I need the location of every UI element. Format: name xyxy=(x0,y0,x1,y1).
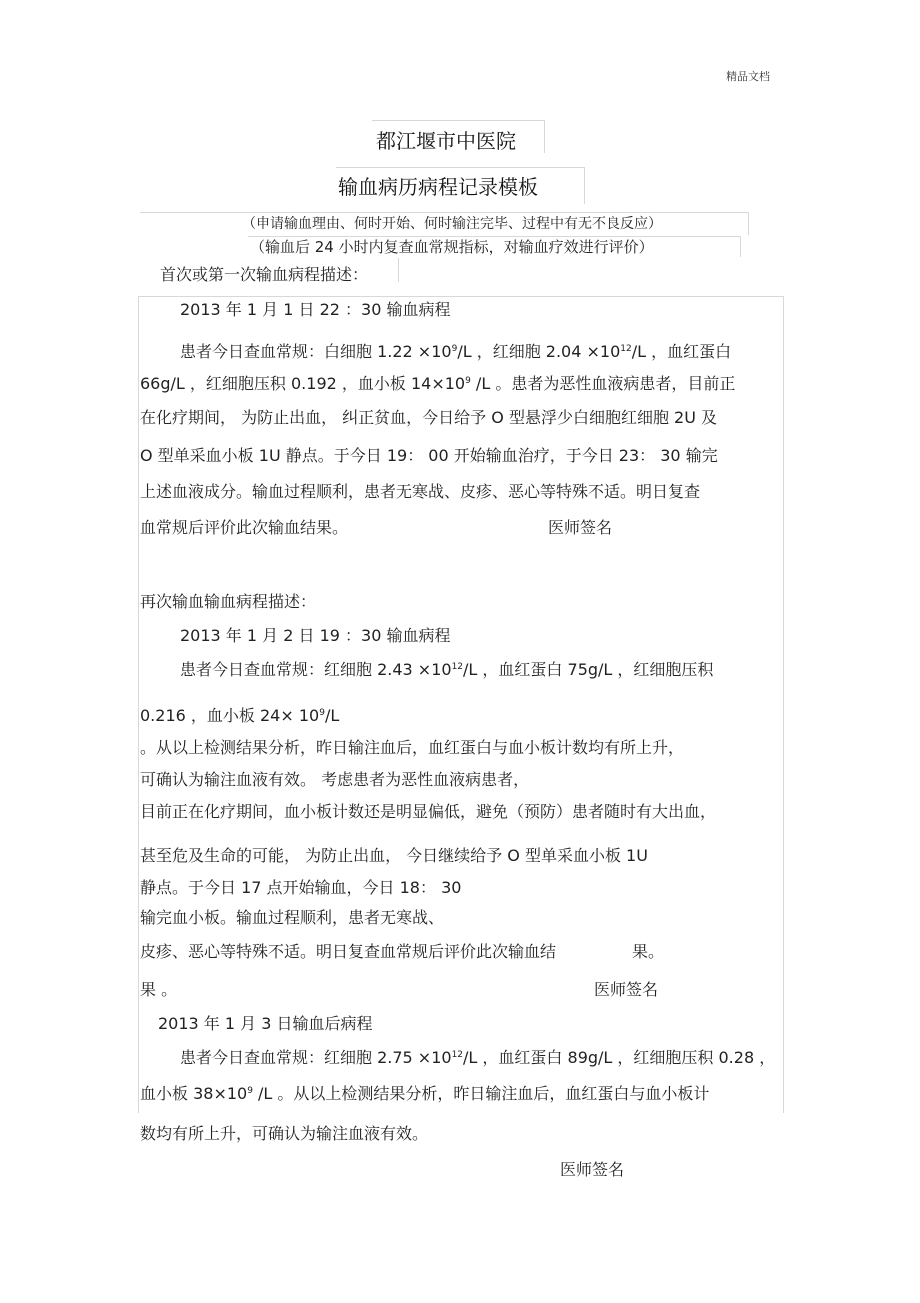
first-text-line: O 型单采血小板 1U 静点。于今日 19： 00 开始输血治疗，于今日 23： 30 输完 xyxy=(140,446,718,465)
second-text-line: 静点。于今日 17 点开始输血，今日 18： 30 xyxy=(140,878,462,897)
title-note-1: （申请输血理由、何时开始、何时输注完毕、过程中有无不良反应） xyxy=(242,216,662,232)
first-text-line: 66g/L ，红细胞压积 0.192 ，血小板 $14\times 10^9$ /L 。患者为恶性血液病患者，目前正 xyxy=(140,374,736,393)
second-text-line: 目前正在化疗期间，血小板计数还是明显偏低，避免（预防）患者随时有大出血， xyxy=(140,802,717,821)
second-text-line: 0.216 ，血小板 $24\times 10^9/L$ xyxy=(140,706,340,725)
second-text-line: 输完血小板。输血过程顺利，患者无寒战、 xyxy=(140,908,445,927)
document-title: 输血病历病程记录模板 xyxy=(338,175,538,199)
third-doctor-signature: 医师签名 xyxy=(560,1160,625,1179)
first-section-heading: 首次或第一次输血病程描述： xyxy=(160,265,369,284)
second-text-line: 甚至危及生命的可能， 为防止出血， 今日继续给予 O 型单采血小板 1U xyxy=(140,846,648,865)
second-section-heading: 再次输血输血病程描述： xyxy=(140,592,317,611)
second-text-line: 患者今日查血常规：红细胞 $2.43 \times 10^{12}/L$ ，血红蛋白 75g/L ，红细胞压积 xyxy=(180,660,714,679)
first-text-line: 患者今日查血常规：白细胞 $1.22 \times 10^9/L$ ，红细胞 $2.04 \times 10^{12}/L$ ，血红蛋白 xyxy=(180,342,732,361)
third-text-line: 数均有所上升，可确认为输注血液有效。 xyxy=(140,1124,429,1143)
second-text-line: 果 。 xyxy=(140,980,178,999)
first-text-line: 血常规后评价此次输血结果。 xyxy=(140,518,349,537)
second-date-line: 2013 年 1 月 2 日 19 ：30 输血病程 xyxy=(180,626,451,645)
third-date-line: 2013 年 1 月 3 日输血后病程 xyxy=(158,1014,373,1033)
layout-rule xyxy=(398,258,399,282)
second-text-line: 皮疹、恶心等特殊不适。明日复查血常规后评价此次输血结 xyxy=(140,942,557,961)
title-note-2: （输血后 24 小时内复查血常规指标，对输血疗效进行评价） xyxy=(250,238,654,256)
third-text-line: 患者今日查血常规：红细胞 $2.75 \times 10^{12}/L$ ，血红蛋白 89g/L ，红细胞压积 0.28 ， xyxy=(180,1048,776,1067)
third-text-line: 血小板 $38\times 10^9$ /L 。从以上检测结果分析，昨日输注血后，血红蛋白与血小板计 xyxy=(140,1084,710,1103)
second-text-fragment: 果。 xyxy=(632,942,665,961)
second-text-line: 可确认为输注血液有效。 考虑患者为恶性血液病患者， xyxy=(140,770,530,789)
first-date-line: 2013 年 1 月 1 日 22 ：30 输血病程 xyxy=(180,300,451,319)
first-text-line: 上述血液成分。输血过程顺利，患者无寒战、皮疹、恶心等特殊不适。明日复查 xyxy=(140,482,701,501)
first-text-line: 在化疗期间， 为防止出血， 纠正贫血，今日给予 O 型悬浮少白细胞红细胞 2U 及 xyxy=(140,408,718,427)
second-doctor-signature: 医师签名 xyxy=(594,980,659,999)
first-doctor-signature: 医师签名 xyxy=(548,518,613,537)
second-text-line: 。从以上检测结果分析，昨日输注血后，血红蛋白与血小板计数均有所上升， xyxy=(140,738,685,757)
hospital-title: 都江堰市中医院 xyxy=(376,129,516,153)
watermark: 精品文档 xyxy=(726,70,770,83)
